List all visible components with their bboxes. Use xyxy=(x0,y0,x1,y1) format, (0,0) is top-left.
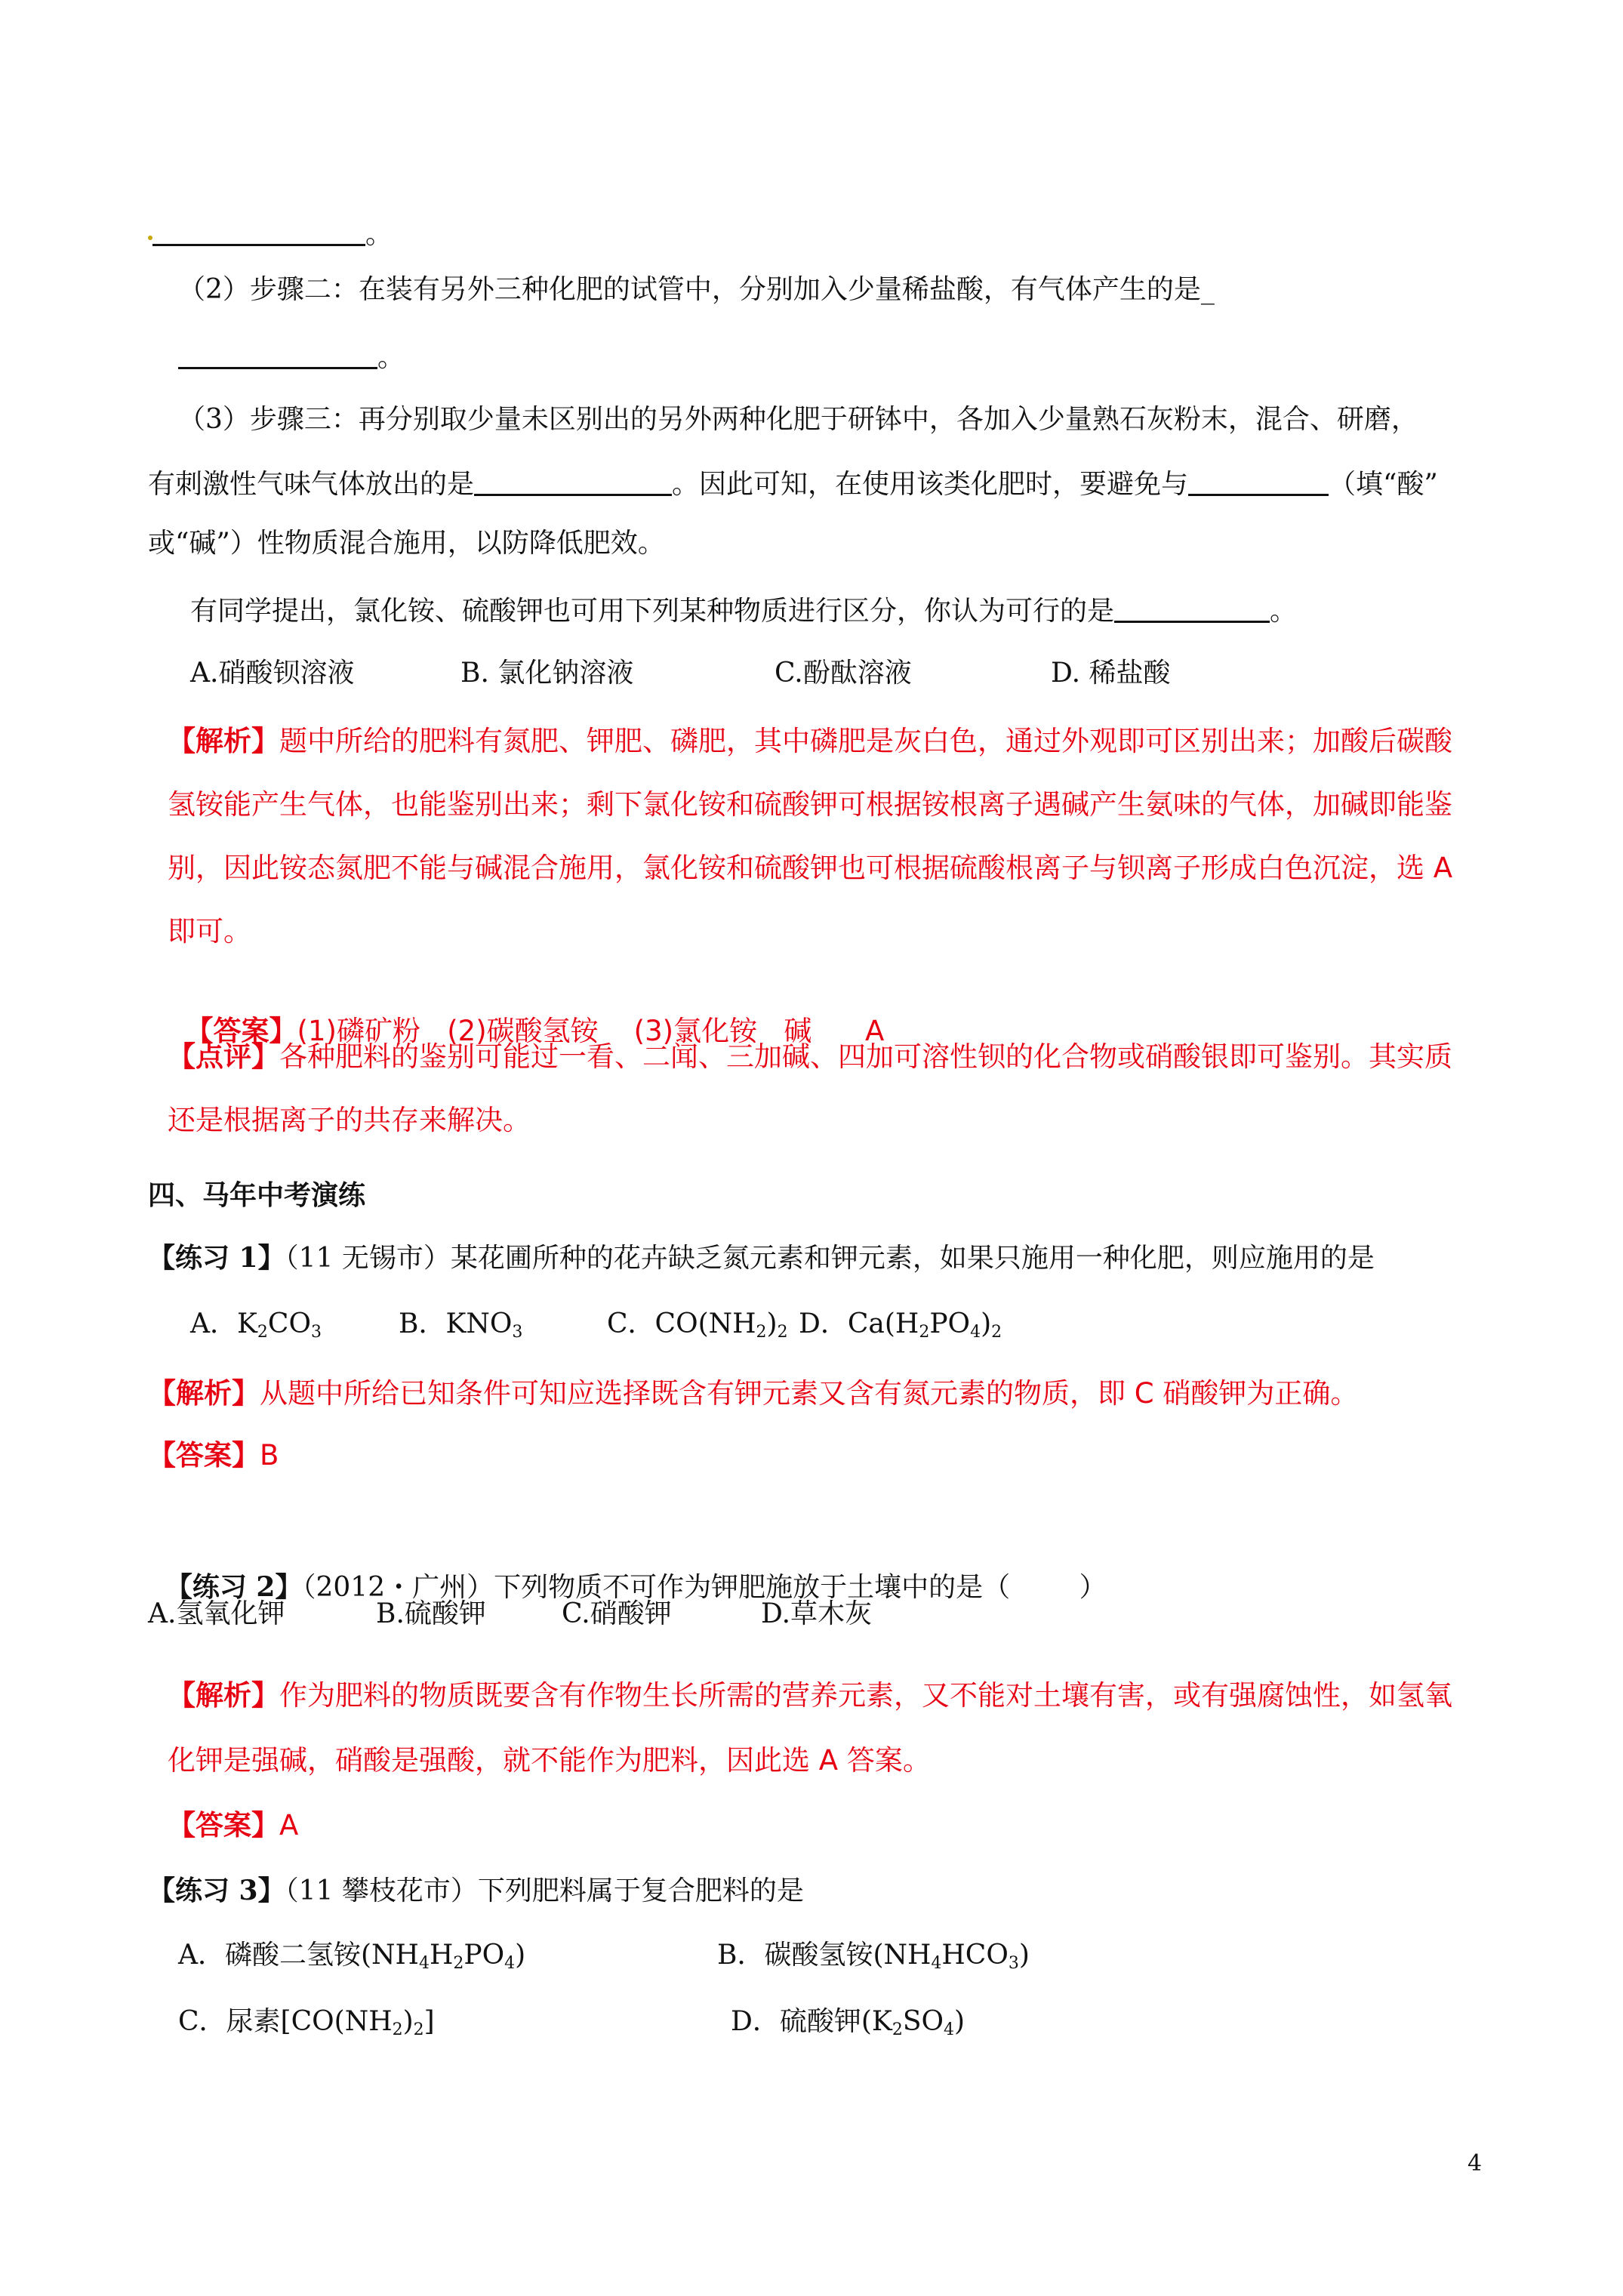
exercise-2-analysis-line1: 【解析】作为肥料的物质既要含有作物生长所需的营养元素，又不能对土壤有害，或有强腐蚀性，如氢氧 xyxy=(168,1679,1452,1712)
option-c: C.酚酞溶液 xyxy=(775,658,912,689)
option-b: B. 氯化钠溶液 xyxy=(460,658,634,689)
option-d: D．$Ca(H_2PO_4)_2$ xyxy=(799,1308,1002,1342)
option-a: A.硝酸钡溶液 xyxy=(190,658,355,689)
option-a: A．磷酸二氢铵$(NH_4H_2PO_4)$ xyxy=(178,1940,526,1973)
option-c: C.硝酸钾 xyxy=(562,1598,672,1629)
step1-answer-line: 。 xyxy=(152,214,393,253)
section-title: 四、马年中考演练 xyxy=(148,1180,366,1211)
comment-line2: 还是根据离子的共存来解决。 xyxy=(168,1104,531,1136)
answer-label: 【答案】 xyxy=(185,1015,297,1047)
exercise-2-options xyxy=(148,1596,1054,1632)
exercise-label: 【练习 3】 xyxy=(148,1875,285,1906)
answer-blank[interactable] xyxy=(1114,590,1270,623)
option-b: B.硫酸钾 xyxy=(376,1598,486,1629)
step2-answer-line: 。 xyxy=(178,337,405,376)
exercise-2-answer: 【答案】A xyxy=(168,1809,299,1841)
comment-line1: 【点评】各种肥料的鉴别可能过一看、二闻、三加碱、四加可溶性钡的化合物或硝酸银即可鉴别。其实质 xyxy=(168,1040,1452,1073)
step3-question-line3: 或“碱”）性物质混合施用，以防降低肥效。 xyxy=(148,528,665,559)
step2-question: （2）步骤二：在装有另外三种化肥的试管中，分别加入少量稀盐酸，有气体产生的是_ xyxy=(178,274,1215,305)
analysis-label: 【解析】 xyxy=(168,1679,279,1712)
answer-blank[interactable] xyxy=(1188,464,1329,496)
answer-blank[interactable] xyxy=(178,337,377,369)
answer-label: 【答案】 xyxy=(148,1439,260,1472)
option-c: C．$CO(NH_2)_2$ xyxy=(607,1308,788,1342)
option-b: B．碳酸氢铵$(NH_4HCO_3)$ xyxy=(717,1940,1030,1973)
exercise-3-options-row2 xyxy=(178,2004,1235,2042)
option-d: D.草木灰 xyxy=(761,1598,873,1629)
answer-blank[interactable] xyxy=(152,214,365,246)
exercise-label: 【练习 2】 xyxy=(165,1571,303,1603)
answer-1: 【答案】(1)磷矿粉 (2)碳酸氢铵 (3)氯化铵 碱 A xyxy=(185,1015,885,1047)
option-c: C．尿素$[CO(NH_2)_2]$ xyxy=(178,2006,435,2039)
option-d: D. 稀盐酸 xyxy=(1051,658,1171,689)
exercise-2-question: 【练习 2】（2012・广州）下列物质不可作为钾肥施放于土壤中的是（ ） xyxy=(165,1571,1107,1603)
step3-question-line1: （3）步骤三：再分别取少量未区别出的另外两种化肥于研钵中，各加入少量熟石灰粉末，混合、研磨， xyxy=(178,404,1418,435)
exercise-2-analysis-line2: 化钾是强碱，硝酸是强酸，就不能作为肥料，因此选 A 答案。 xyxy=(168,1744,931,1777)
exercise-label: 【练习 1】 xyxy=(148,1242,285,1274)
extra-question: 有同学提出，氯化铵、硫酸钾也可用下列某种物质进行区分，你认为可行的是 。 xyxy=(190,590,1297,630)
option-d: D．硫酸钾$(K_2SO_4)$ xyxy=(731,2006,965,2039)
comment-label: 【点评】 xyxy=(168,1040,279,1073)
exercise-1-answer: 【答案】B xyxy=(148,1439,279,1472)
step3-question-line2: 有刺激性气味气体放出的是 。因此可知，在使用该类化肥时，要避免与 （填“酸” xyxy=(148,464,1438,503)
answer-blank[interactable] xyxy=(474,464,672,496)
analysis-1-line2: 氢铵能产生气体，也能鉴别出来；剩下氯化铵和硫酸钾可根据铵根离子遇碱产生氨味的气体，加碱即能鉴 xyxy=(168,788,1452,821)
extra-options xyxy=(190,655,1323,692)
analysis-1-line4: 即可。 xyxy=(168,915,251,948)
analysis-1-line3: 别，因此铵态氮肥不能与碱混合施用，氯化铵和硫酸钾也可根据硫酸根离子与钡离子形成白色沉淀，选 A xyxy=(168,852,1453,884)
analysis-label: 【解析】 xyxy=(148,1377,260,1410)
exercise-1-options xyxy=(190,1306,1096,1344)
exercise-3-options-row1 xyxy=(178,1937,1235,1975)
analysis-1-line1: 【解析】题中所给的肥料有氮肥、钾肥、磷肥，其中磷肥是灰白色，通过外观即可区别出来；加酸后碳酸 xyxy=(168,725,1452,757)
page-number: 4 xyxy=(1467,2150,1483,2177)
exercise-1-analysis: 【解析】从题中所给已知条件可知应选择既含有钾元素又含有氮元素的物质，即 C 硝酸钾为正确。 xyxy=(148,1377,1359,1410)
option-b: B．$KNO_3$ xyxy=(399,1308,523,1342)
analysis-label: 【解析】 xyxy=(168,725,279,757)
exercise-3-question: 【练习 3】（11 攀枝花市）下列肥料属于复合肥料的是 xyxy=(148,1875,804,1906)
option-a: A.氢氧化钾 xyxy=(148,1598,285,1629)
answer-label: 【答案】 xyxy=(168,1809,279,1841)
option-a: A．$K_2CO_3$ xyxy=(190,1308,322,1342)
exercise-1-question: 【练习 1】（11 无锡市）某花圃所种的花卉缺乏氮元素和钾元素，如果只施用一种化肥，则应施用的是 xyxy=(148,1242,1375,1274)
